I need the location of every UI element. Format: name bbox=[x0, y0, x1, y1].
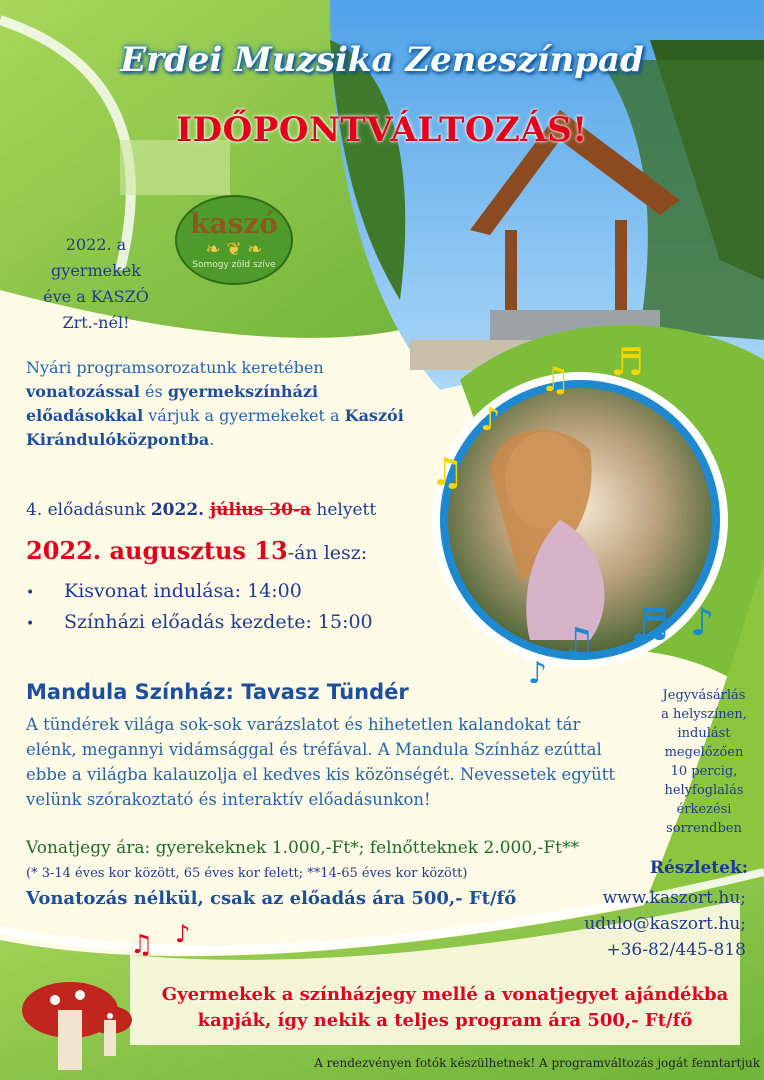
date-change-suffix: helyett bbox=[311, 500, 377, 520]
children-year-line: 2022. a bbox=[65, 235, 127, 254]
page-subtitle: IDŐPONTVÁLTOZÁS! bbox=[176, 110, 588, 150]
side-note-line: sorrendben bbox=[666, 821, 742, 836]
intro-text: . bbox=[209, 430, 215, 449]
side-note-line: indulást bbox=[677, 726, 731, 741]
side-note-line: Jegyvásárlás bbox=[662, 688, 746, 703]
date-change-year: 2022. bbox=[150, 500, 210, 520]
new-date: 2022. augusztus 13 bbox=[26, 536, 288, 565]
footer-disclaimer: A rendezvényen fotók készülhetnek! A programváltozás jogát fenntartjuk bbox=[314, 1056, 760, 1070]
music-note-icon: ♪ bbox=[528, 656, 548, 691]
children-year-line: éve a KASZÓ bbox=[43, 287, 149, 306]
music-note-icon: ♪ bbox=[690, 600, 715, 644]
music-note-icon: ♫ bbox=[130, 930, 154, 960]
list-item bbox=[26, 576, 373, 607]
page-title: Erdei Muzsika Zeneszínpad bbox=[120, 40, 644, 80]
new-date-line bbox=[26, 536, 367, 565]
music-note-icon: ♬ bbox=[630, 600, 670, 651]
new-date-suffix: -án lesz: bbox=[287, 542, 368, 564]
email-link[interactable]: udulo@kaszort.hu; bbox=[584, 914, 746, 934]
music-note-icon: ♫ bbox=[560, 620, 596, 666]
side-note-line: helyfoglalás bbox=[664, 783, 744, 798]
ticket-age-note: (* 3-14 éves kor között, 65 éves kor felett; **14-65 éves kor között) bbox=[26, 866, 468, 881]
show-description: A tündérek világa sok-sok varázslatot és hihetetlen kalandokat tár elénk, megannyi vidámsággal és tréfával. A Mandula Színház ezúttal ebbe a világba kalauzolja el kedves kis közönségét. Nevessetek együtt velünk szórakoztató és interaktív előadásunkon! bbox=[26, 715, 616, 809]
music-note-icon: ♫ bbox=[430, 450, 465, 494]
logo-leaf-icon: ❧ ❦ ❧ bbox=[205, 239, 263, 260]
intro-bold: gyermekszínházi előadásokkal bbox=[26, 382, 319, 425]
old-date: július 30-a bbox=[210, 500, 312, 520]
schedule-list bbox=[26, 576, 373, 638]
intro-text: Nyári programsorozatunk keretében bbox=[26, 358, 324, 377]
intro-bold: vonatozással bbox=[26, 382, 140, 401]
date-change-line bbox=[26, 500, 376, 520]
bullet: • bbox=[26, 616, 35, 632]
children-year-line: Zrt.-nél! bbox=[62, 313, 130, 332]
children-year-note bbox=[20, 232, 172, 336]
children-year-line: gyermekek bbox=[51, 261, 141, 280]
gift-note bbox=[150, 982, 740, 1034]
date-change-prefix: 4. előadásunk bbox=[26, 500, 151, 520]
intro-bold: Kaszói Kirándulóközpontba bbox=[26, 406, 404, 449]
side-note-line: megelőzően bbox=[664, 745, 744, 760]
music-note-icon: ♪ bbox=[175, 920, 191, 948]
show-only-price: Vonatozás nélkül, csak az előadás ára 500,- Ft/fő bbox=[26, 888, 517, 909]
music-note-icon: ♫ bbox=[540, 360, 571, 400]
intro-paragraph bbox=[26, 356, 416, 452]
ticket-purchase-note bbox=[650, 686, 758, 838]
list-item bbox=[26, 607, 373, 638]
intro-text: és bbox=[139, 382, 168, 401]
intro-text: várjuk a gyermekeket a bbox=[143, 406, 345, 425]
ticket-price-line: Vonatjegy ára: gyerekeknek 1.000,-Ft*; felnőtteknek 2.000,-Ft** bbox=[26, 838, 579, 858]
contact-heading: Részletek: bbox=[649, 858, 748, 878]
side-note-line: a helyszínen, bbox=[661, 707, 747, 722]
show-title: Mandula Színház: Tavasz Tündér bbox=[26, 680, 409, 704]
gift-line: Gyermekek a színházjegy mellé a vonatjegyet ajándékba bbox=[161, 984, 729, 1005]
schedule-item-text: Színházi előadás kezdete: 15:00 bbox=[64, 611, 373, 633]
kaszo-logo bbox=[176, 208, 292, 270]
music-note-icon: ♪ bbox=[480, 400, 501, 438]
music-note-icon: ♬ bbox=[610, 340, 645, 384]
website-link[interactable]: www.kaszort.hu; bbox=[602, 888, 746, 908]
bullet: • bbox=[26, 585, 35, 601]
side-note-line: 10 percig, bbox=[670, 764, 738, 779]
gift-line: kapják, így nekik a teljes program ára 500,- Ft/fő bbox=[197, 1010, 693, 1031]
logo-brand: kaszó bbox=[190, 207, 278, 240]
schedule-item-text: Kisvonat indulása: 14:00 bbox=[64, 580, 302, 602]
side-note-line: érkezési bbox=[676, 802, 732, 817]
logo-tagline: Somogy zöld szíve bbox=[192, 260, 276, 270]
phone-number: +36-82/445-818 bbox=[606, 940, 746, 960]
